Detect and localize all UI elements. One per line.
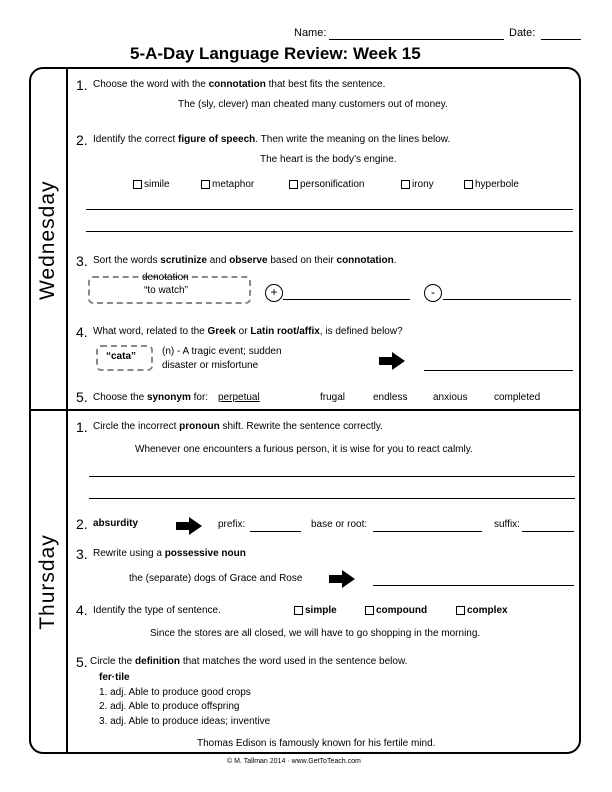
q-text: Rewrite using a [93,548,162,559]
q-keyword: connotation [336,255,394,266]
header [0,0,612,70]
option-complex[interactable]: complex [456,605,508,616]
q-keyword: scrutinize [160,255,207,266]
answer-line[interactable] [89,498,575,499]
q-text: . Then write the meaning on the lines below. [255,134,451,145]
positive-answer-line[interactable] [283,299,410,300]
q-number: 3. [76,253,88,269]
q-keyword: synonym [146,392,191,403]
target-word: absurdity [93,518,139,529]
checkbox-icon[interactable] [133,180,142,189]
date-label: Date: [509,27,536,39]
positive-connotation-icon: + [265,284,283,302]
q-keyword: definition [135,656,181,667]
dictionary-entry: fer·tile [99,672,130,683]
checkbox-icon[interactable] [456,606,465,615]
definition-option[interactable]: 1. adj. Able to produce good crops [99,687,251,698]
q-number: 3. [76,546,88,562]
definition-line-2: disaster or misfortune [162,360,259,371]
negative-connotation-icon: - [424,284,442,302]
synonym-option[interactable]: endless [373,392,408,403]
definition-option[interactable]: 2. adj. Able to produce offspring [99,701,240,712]
q-text: Choose the word with the [93,79,206,90]
q-text: that best fits the sentence. [268,79,386,90]
q-text: for: [193,392,209,403]
answer-line[interactable] [373,585,574,586]
arrow-right-icon [176,517,202,535]
q-number: 5. [76,654,88,670]
base-label: base or root: [311,519,368,530]
suffix-field[interactable] [522,531,574,532]
synonym-option[interactable]: anxious [433,392,468,403]
definition-line-1: (n) - A tragic event; sudden [162,346,282,357]
answer-line[interactable] [89,476,575,477]
q-text: or [238,326,248,337]
q-keyword: Latin root/affix [250,326,320,337]
base-field[interactable] [373,531,482,532]
option-compound[interactable]: compound [365,605,427,616]
prefix-label: prefix: [218,519,246,530]
root-word: “cata” [106,351,137,362]
option-hyperbole[interactable]: hyperbole [464,179,519,190]
date-field[interactable] [541,39,581,40]
q-number: 2. [76,516,88,532]
q-text: Sort the words [93,255,158,266]
q-sentence: Thomas Edison is famously known for his fertile mind. [197,738,436,749]
answer-line[interactable] [424,370,573,371]
option-simple[interactable]: simple [294,605,337,616]
q-sentence: The heart is the body’s engine. [260,154,397,165]
q-keyword: figure of speech [178,134,256,145]
q-text: Identify the correct [93,134,176,145]
q-keyword: possessive noun [164,548,246,559]
q-text: Circle the [90,656,133,667]
q-sentence[interactable]: Whenever one encounters a furious person, it is wise for you to react calmly. [135,444,473,455]
wednesday-label: Wednesday [36,180,59,300]
q-number: 1. [76,419,88,435]
q-text: Identify the type of sentence. [93,605,221,616]
checkbox-icon[interactable] [401,180,410,189]
q-text: that matches the word used in the sentence below. [182,656,408,667]
footer-copyright: © M. Tallman 2014 · www.GetToTeach.com [227,758,361,765]
q-sentence: Since the stores are all closed, we will have to go shopping in the morning. [150,628,481,639]
q-keyword: observe [229,255,268,266]
q-text: What word, related to the [93,326,205,337]
prefix-field[interactable] [250,531,301,532]
q-number: 4. [76,324,88,340]
synonym-option[interactable]: frugal [320,392,346,403]
q-text: Choose the [93,392,145,403]
denotation-label: denotation [142,272,189,283]
definition-option[interactable]: 3. adj. Able to produce ideas; inventive [99,716,271,727]
page-title: 5-A-Day Language Review: Week 15 [130,44,421,63]
checkbox-icon[interactable] [464,180,473,189]
q-keyword: pronoun [179,421,220,432]
q-number: 1. [76,77,88,93]
q-text: . [393,255,397,266]
name-field[interactable] [329,39,504,40]
q-text: Circle the incorrect [93,421,177,432]
arrow-right-icon [379,352,405,370]
arrow-right-icon [329,570,355,588]
q-number: 4. [76,602,88,618]
suffix-label: suffix: [494,519,520,530]
synonym-option[interactable]: completed [494,392,541,403]
thursday-label: Thursday [36,534,59,630]
q-number: 5. [76,389,88,405]
negative-answer-line[interactable] [443,299,571,300]
denotation-value: “to watch” [144,285,188,296]
q-text: and [209,255,227,266]
q-text: shift. Rewrite the sentence correctly. [222,421,383,432]
q-number: 2. [76,132,88,148]
checkbox-icon[interactable] [365,606,374,615]
q-text: based on their [270,255,334,266]
name-label: Name: [294,27,327,39]
option-irony[interactable]: irony [401,179,434,190]
q-text: , is defined below? [319,326,403,337]
answer-line[interactable] [86,231,573,232]
day-divider [30,409,580,411]
q-keyword: Greek [207,326,236,337]
option-metaphor[interactable]: metaphor [201,179,254,190]
checkbox-icon[interactable] [201,180,210,189]
checkbox-icon[interactable] [294,606,303,615]
target-word: perpetual [218,392,260,403]
q-phrase: the (separate) dogs of Grace and Rose [129,573,303,584]
option-simile[interactable]: simile [133,179,170,190]
q-keyword: connotation [208,79,266,90]
checkbox-icon[interactable] [289,180,298,189]
answer-line[interactable] [86,209,573,210]
q-sentence[interactable]: The (sly, clever) man cheated many customers out of money. [178,99,448,110]
option-personification[interactable]: personification [289,179,364,190]
